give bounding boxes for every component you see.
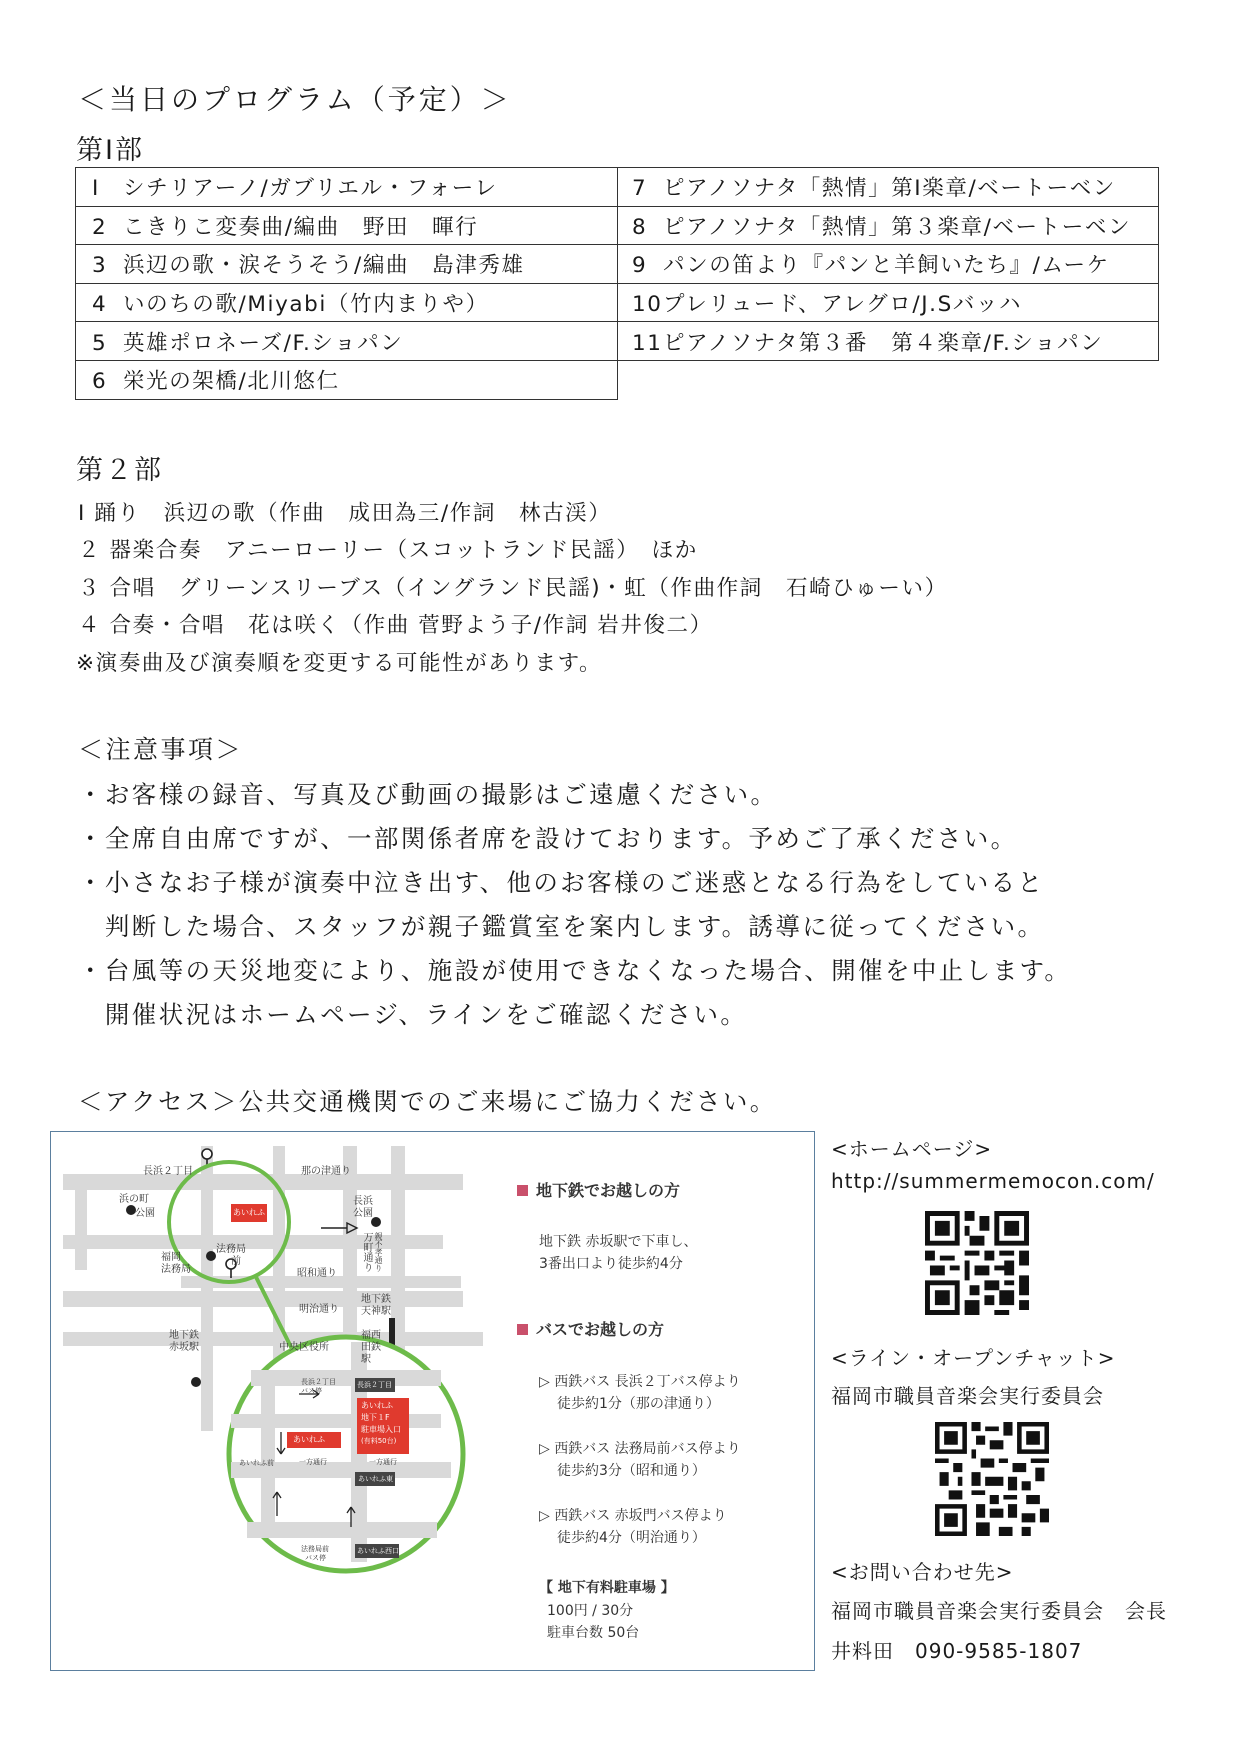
- subway-text: 地下鉄 赤坂駅で下車し、: [539, 1234, 698, 1250]
- map-label: 公園: [353, 1208, 373, 1219]
- program-title: パンの笛より『パンと羊飼いたち』/ムーケ: [663, 253, 1110, 279]
- table-row: [618, 168, 1159, 207]
- map-label: 親不孝通り: [374, 1232, 383, 1272]
- map-label: 福西: [361, 1330, 381, 1341]
- program-number: 11: [632, 330, 663, 356]
- map-label: あいれふ: [293, 1435, 325, 1444]
- parking-price: 100円 / 30分: [547, 1603, 634, 1619]
- table-row: [76, 360, 618, 399]
- map-label: 田鉄: [361, 1342, 381, 1353]
- program-number: 5: [92, 330, 108, 356]
- map-label: バス停: [305, 1554, 326, 1562]
- bus-heading: バスでお越しの方: [517, 1317, 664, 1340]
- program-number: Ⅰ: [92, 176, 100, 202]
- part1-title: 第Ⅰ部: [76, 135, 144, 166]
- map-label: (有料50台): [361, 1437, 397, 1445]
- map-label: 一方通行: [369, 1458, 397, 1466]
- table-row: [76, 168, 618, 207]
- line-label: <ライン・オープンチャット>: [831, 1346, 1116, 1370]
- part2-item: ４ 合奏・合唱 花は咲く（作曲 菅野よう子/作詞 岩井俊二）: [78, 613, 713, 638]
- notice-line: 判断した場合、スタッフが親子鑑賞室を案内します。誘導に従ってください。: [78, 912, 1045, 941]
- homepage-qr-code[interactable]: [925, 1211, 1029, 1315]
- map-label: 明治通り: [299, 1304, 339, 1315]
- map-label: 地下鉄: [361, 1294, 391, 1305]
- program-title: シチリアーノ/ガブリエル・フォーレ: [123, 176, 498, 202]
- map-label: 長浜: [353, 1196, 373, 1207]
- program-number: 7: [632, 176, 648, 202]
- part2-item: Ⅰ 踊り 浜辺の歌（作曲 成田為三/作詞 林古渓）: [78, 501, 612, 526]
- access-heading: ＜アクセス＞公共交通機関でのご来場にご協力ください。: [78, 1087, 777, 1116]
- bus-route: ▷ 西鉄バス 法務局前バス停より: [539, 1441, 741, 1457]
- program-title: プレリュード、アレグロ/J.Sバッハ: [663, 292, 1023, 318]
- notice-line: ・お客様の録音、写真及び動画の撮影はご遠慮ください。: [78, 780, 778, 809]
- program-title: ピアノソナタ「熱情」第Ⅰ楽章/ベートーベン: [663, 176, 1116, 202]
- program-number: 6: [92, 369, 108, 395]
- parking-heading: 【 地下有料駐車場 】: [539, 1580, 675, 1596]
- part2-item: ２ 器楽合奏 アニーローリー（スコットランド民謡） ほか: [78, 538, 698, 563]
- map-label: 前: [231, 1256, 241, 1267]
- contact-org: 福岡市職員音楽会実行委員会 会長: [831, 1599, 1167, 1623]
- table-row: [76, 245, 618, 284]
- map-label: 駅: [361, 1354, 371, 1365]
- contact-person: 井料田 090-9585-1807: [831, 1639, 1083, 1663]
- program-number: 3: [92, 253, 108, 279]
- map-label: 駐車場入口: [361, 1425, 401, 1434]
- program-title: ピアノソナタ第３番 第４楽章/F.ショパン: [663, 330, 1104, 356]
- subway-text: 3番出口より徒歩約4分: [539, 1256, 683, 1272]
- program-number: 10: [632, 292, 663, 318]
- access-map: [50, 1131, 815, 1671]
- program-number: 9: [632, 253, 648, 279]
- map-label: 昭和通り: [297, 1268, 337, 1279]
- program-number: 8: [632, 214, 648, 240]
- notice-line: 開催状況はホームページ、ラインをご確認ください。: [78, 1000, 748, 1029]
- bus-route: ▷ 西鉄バス 長浜２丁バス停より: [539, 1374, 741, 1390]
- table-row: [76, 322, 618, 361]
- line-name: 福岡市職員音楽会実行委員会: [831, 1384, 1104, 1408]
- part2-title: 第２部: [76, 455, 163, 486]
- map-label: あいれふ: [233, 1208, 265, 1217]
- map-label: あいれふ西口: [357, 1547, 399, 1555]
- map-label: 赤坂駅: [169, 1342, 199, 1353]
- map-label: あいれふ: [361, 1401, 393, 1410]
- program-title: 英雄ポロネーズ/F.ショパン: [123, 330, 404, 356]
- table-row: [76, 283, 618, 322]
- map-label: 長浜２丁目: [143, 1166, 193, 1177]
- table-row: [618, 206, 1159, 245]
- parking-count: 駐車台数 50台: [547, 1625, 640, 1641]
- notice-line: ・小さなお子様が演奏中泣き出す、他のお客様のご迷惑となる行為をしていると: [78, 868, 1045, 897]
- map-label: 長浜２丁目: [301, 1378, 336, 1386]
- map-label: 中央区役所: [279, 1342, 329, 1353]
- map-label: 浜の町: [119, 1194, 149, 1205]
- map-label: 一方通行: [299, 1458, 327, 1466]
- map-label: 万町通り: [361, 1232, 372, 1272]
- map-label: 那の津通り: [301, 1166, 351, 1177]
- part1-table-right: [617, 167, 1159, 361]
- map-label: 天神駅: [361, 1306, 391, 1317]
- homepage-label: <ホームページ>: [831, 1137, 993, 1161]
- bus-route: 徒歩約4分（明治通り）: [557, 1530, 706, 1546]
- table-row: [618, 245, 1159, 284]
- program-title: 浜辺の歌・涙そうそう/編曲 島津秀雄: [123, 253, 525, 279]
- table-row: [618, 322, 1159, 361]
- program-title: いのちの歌/Miyabi（竹内まりや）: [123, 292, 489, 318]
- program-title: 栄光の架橋/北川悠仁: [123, 369, 340, 395]
- part2-item: ３ 合唱 グリーンスリーブス（イングランド民謡)・虹（作曲作詞 石崎ひゅーい）: [78, 576, 948, 601]
- bus-route: ▷ 西鉄バス 赤坂門バス停より: [539, 1508, 727, 1524]
- bus-route: 徒歩約1分（那の津通り）: [557, 1396, 720, 1412]
- map-label: 法務局前: [301, 1545, 329, 1553]
- map-label: 法務局: [216, 1244, 246, 1255]
- program-number: 4: [92, 292, 108, 318]
- notice-line: ・全席自由席ですが、一部関係者席を設けております。予めご了承ください。: [78, 824, 1018, 853]
- map-label: 公園: [135, 1208, 155, 1219]
- program-title: ピアノソナタ「熱情」第３楽章/ベートーベン: [663, 214, 1132, 240]
- map-label: あいれふ東: [358, 1475, 393, 1483]
- table-row: [76, 206, 618, 245]
- program-number: 2: [92, 214, 108, 240]
- homepage-url[interactable]: http://summermemocon.com/: [831, 1169, 1155, 1193]
- map-label: 長浜２丁目: [357, 1381, 392, 1389]
- program-heading: ＜当日のプログラム（予定）＞: [78, 83, 512, 116]
- map-label: 福岡: [161, 1252, 181, 1263]
- program-title: こきりこ変奏曲/編曲 野田 暉行: [123, 214, 479, 240]
- map-label: バス停: [301, 1387, 322, 1395]
- contact-label: <お問い合わせ先>: [831, 1560, 1014, 1584]
- map-label: 地下１F: [361, 1413, 390, 1422]
- notice-line: ・台風等の天災地変により、施設が使用できなくなった場合、開催を中止します。: [78, 956, 1072, 985]
- table-row: [618, 283, 1159, 322]
- bus-route: 徒歩約3分（昭和通り）: [557, 1463, 706, 1479]
- map-label: 地下鉄: [169, 1330, 199, 1341]
- part1-table-left: [75, 167, 618, 400]
- map-label: 法務局: [161, 1264, 191, 1275]
- map-label: あいれふ前: [239, 1459, 274, 1467]
- part2-note: ※演奏曲及び演奏順を変更する可能性があります。: [76, 651, 603, 676]
- line-qr-code[interactable]: [935, 1422, 1049, 1536]
- notices-heading: ＜注意事項＞: [78, 735, 244, 764]
- subway-heading: 地下鉄でお越しの方: [517, 1178, 680, 1201]
